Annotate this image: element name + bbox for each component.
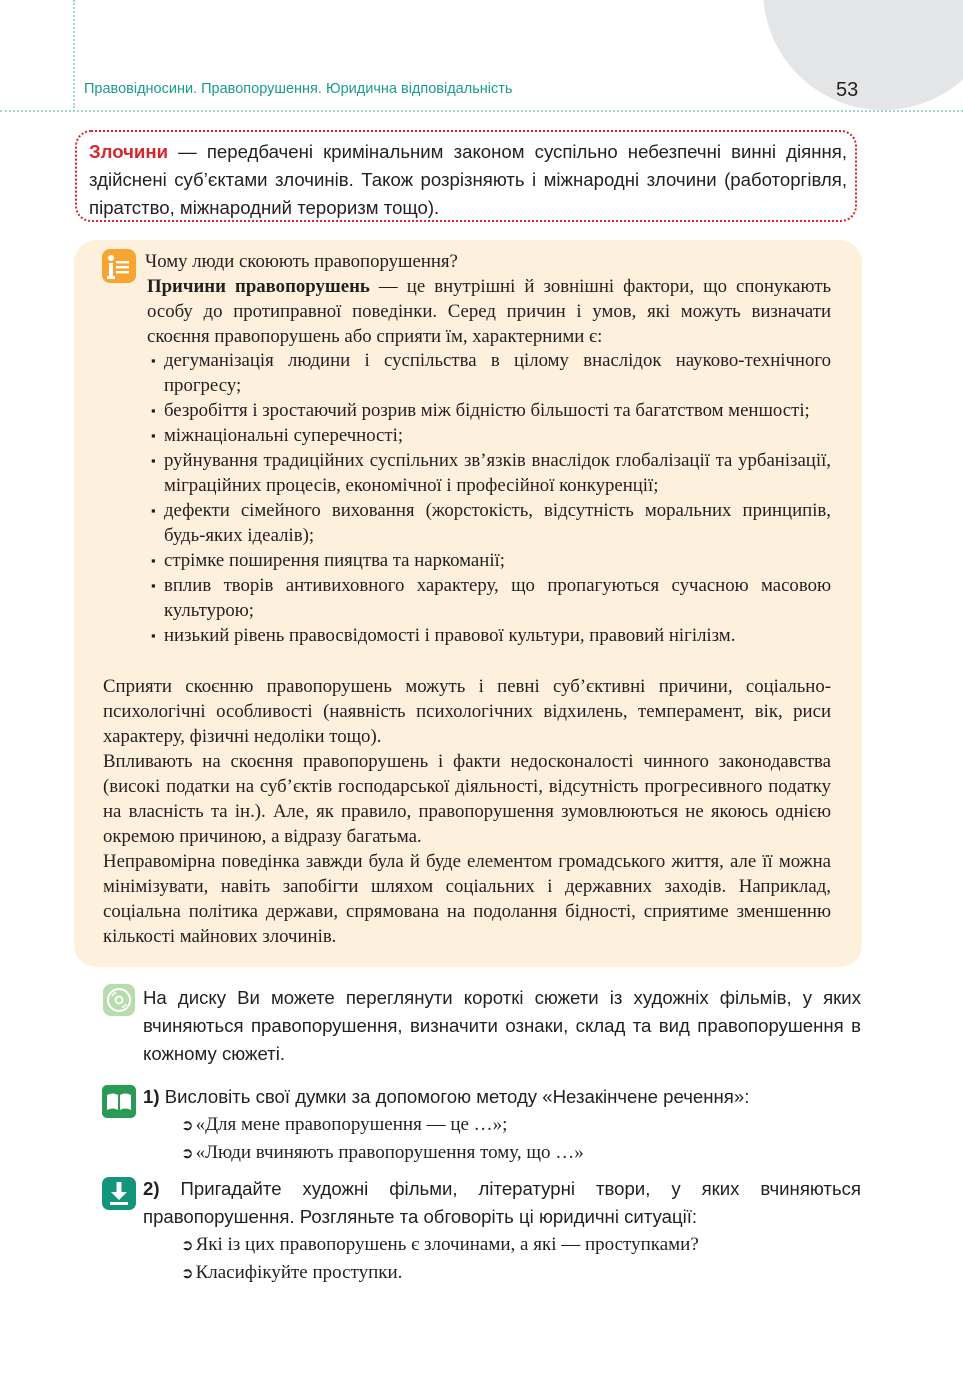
task-text: Висловіть свої думки за допомогою методу «Незакінчене речення»: <box>159 1086 750 1107</box>
task-number: 2) <box>143 1178 160 1199</box>
definition-text: — передбачені кримінальним законом суспільно небезпечні винні діяння, здійснені суб’єктами злочинів. Також розрізняють і міжнародні злочини (работоргівля, піратство, міжнародний тероризм тощо). <box>89 141 847 218</box>
list-item: ➲ Класифікуйте проступки. <box>181 1262 403 1283</box>
arrow-bullet-icon: ➲ <box>181 1264 194 1282</box>
list-item: ▪ дефекти сімейного виховання (жорстокість, відсутність моральних принципів, будь-яких ідеалів); <box>150 498 831 548</box>
info-icon <box>102 249 136 283</box>
page-number: 53 <box>836 79 859 101</box>
task-2 <box>143 1175 861 1287</box>
task-1 <box>143 1083 861 1167</box>
list-item: ▪ стрімке поширення пияцтва та наркоманії; <box>150 548 831 573</box>
definition-term: Злочини <box>89 141 168 162</box>
list-item: ➲ Які із цих правопорушень є злочинами, а які — проступками? <box>181 1234 699 1255</box>
list-item: ➲ «Люди вчиняють правопорушення тому, що …» <box>181 1142 584 1163</box>
paragraph: Впливають на скоєння правопорушень і факти недосконалості чинного законодавства (високі податки на суб’єктів господарської діяльності, відсутність прогресивного податку на власність та ін.). Але, як правило, правопорушення зумовлюються не якоюсь однією окремою причиною, а відразу багатьма. <box>103 751 831 847</box>
download-icon <box>102 1177 136 1210</box>
arrow-bullet-icon: ➲ <box>181 1116 194 1134</box>
info-question: Чому люди скоюють правопорушення? <box>145 251 458 272</box>
task-number: 1) <box>143 1086 160 1107</box>
info-paragraphs <box>103 674 831 949</box>
corner-decoration <box>763 0 963 110</box>
causes-paragraph <box>147 274 831 349</box>
causes-text: — це внутрішні й зовнішні фактори, що спонукають особу до протиправної поведінки. Серед причин і умов, які можуть визначати скоєння правопорушень або сприяти їм, характерними є: <box>147 276 832 347</box>
task-text: Пригадайте художні фільми, літературні твори, у яких вчиняються правопорушення. Розгляньте та обговоріть ці юридичні ситуації: <box>143 1178 861 1227</box>
causes-list <box>150 348 831 648</box>
list-item: ▪ руйнування традиційних суспільних зв’язків внаслідок глобалізації та урбанізації, міграційних процесів, економічної і професійної конкуренції; <box>150 448 831 498</box>
list-item: ▪ низький рівень правосвідомості і правової культури, правовий нігілізм. <box>150 623 831 648</box>
list-item: ▪ безробіття і зростаючий розрив між бідністю більшості та багатством меншості; <box>150 398 831 423</box>
running-head: Правовідносини. Правопорушення. Юридична відповідальність <box>84 81 513 97</box>
disc-icon <box>103 984 135 1016</box>
paragraph: Неправомірна поведінка завжди була й буде елементом громадського життя, але її можна мінімізувати, навіть запобігти шляхом соціальних і державних заходів. Наприклад, соціальна політика держави, спрямована на подолання бідності, сприятиме зменшенню кількості майнових злочинів. <box>103 851 831 947</box>
book-icon <box>102 1085 136 1118</box>
definition-box <box>75 130 857 222</box>
margin-dotted-line <box>73 0 75 108</box>
arrow-bullet-icon: ➲ <box>181 1236 194 1254</box>
header-dotted-line <box>0 110 963 112</box>
list-item: ▪ дегуманізація людини і суспільства в цілому внаслідок науково-технічного прогресу; <box>150 348 831 398</box>
disc-text: На диску Ви можете переглянути короткі сюжети із художніх фільмів, у яких вчиняються правопорушення, визначити ознаки, склад та вид правопорушення в кожному сюжеті. <box>143 987 861 1064</box>
list-item: ▪ вплив творів антивиховного характеру, що пропагуються сучасною масовою культурою; <box>150 573 831 623</box>
list-item: ▪ міжнаціональні суперечності; <box>150 423 831 448</box>
causes-term: Причини правопорушень <box>147 276 370 297</box>
list-item: ➲ «Для мене правопорушення — це …»; <box>181 1114 508 1135</box>
paragraph: Сприяти скоєнню правопорушень можуть і певні суб’єктивні причини, соціально-психологічні особливості (наявність психологічних відхилень, темперамент, вік, риси характеру, фізичні недоліки тощо). <box>103 676 831 747</box>
arrow-bullet-icon: ➲ <box>181 1144 194 1162</box>
